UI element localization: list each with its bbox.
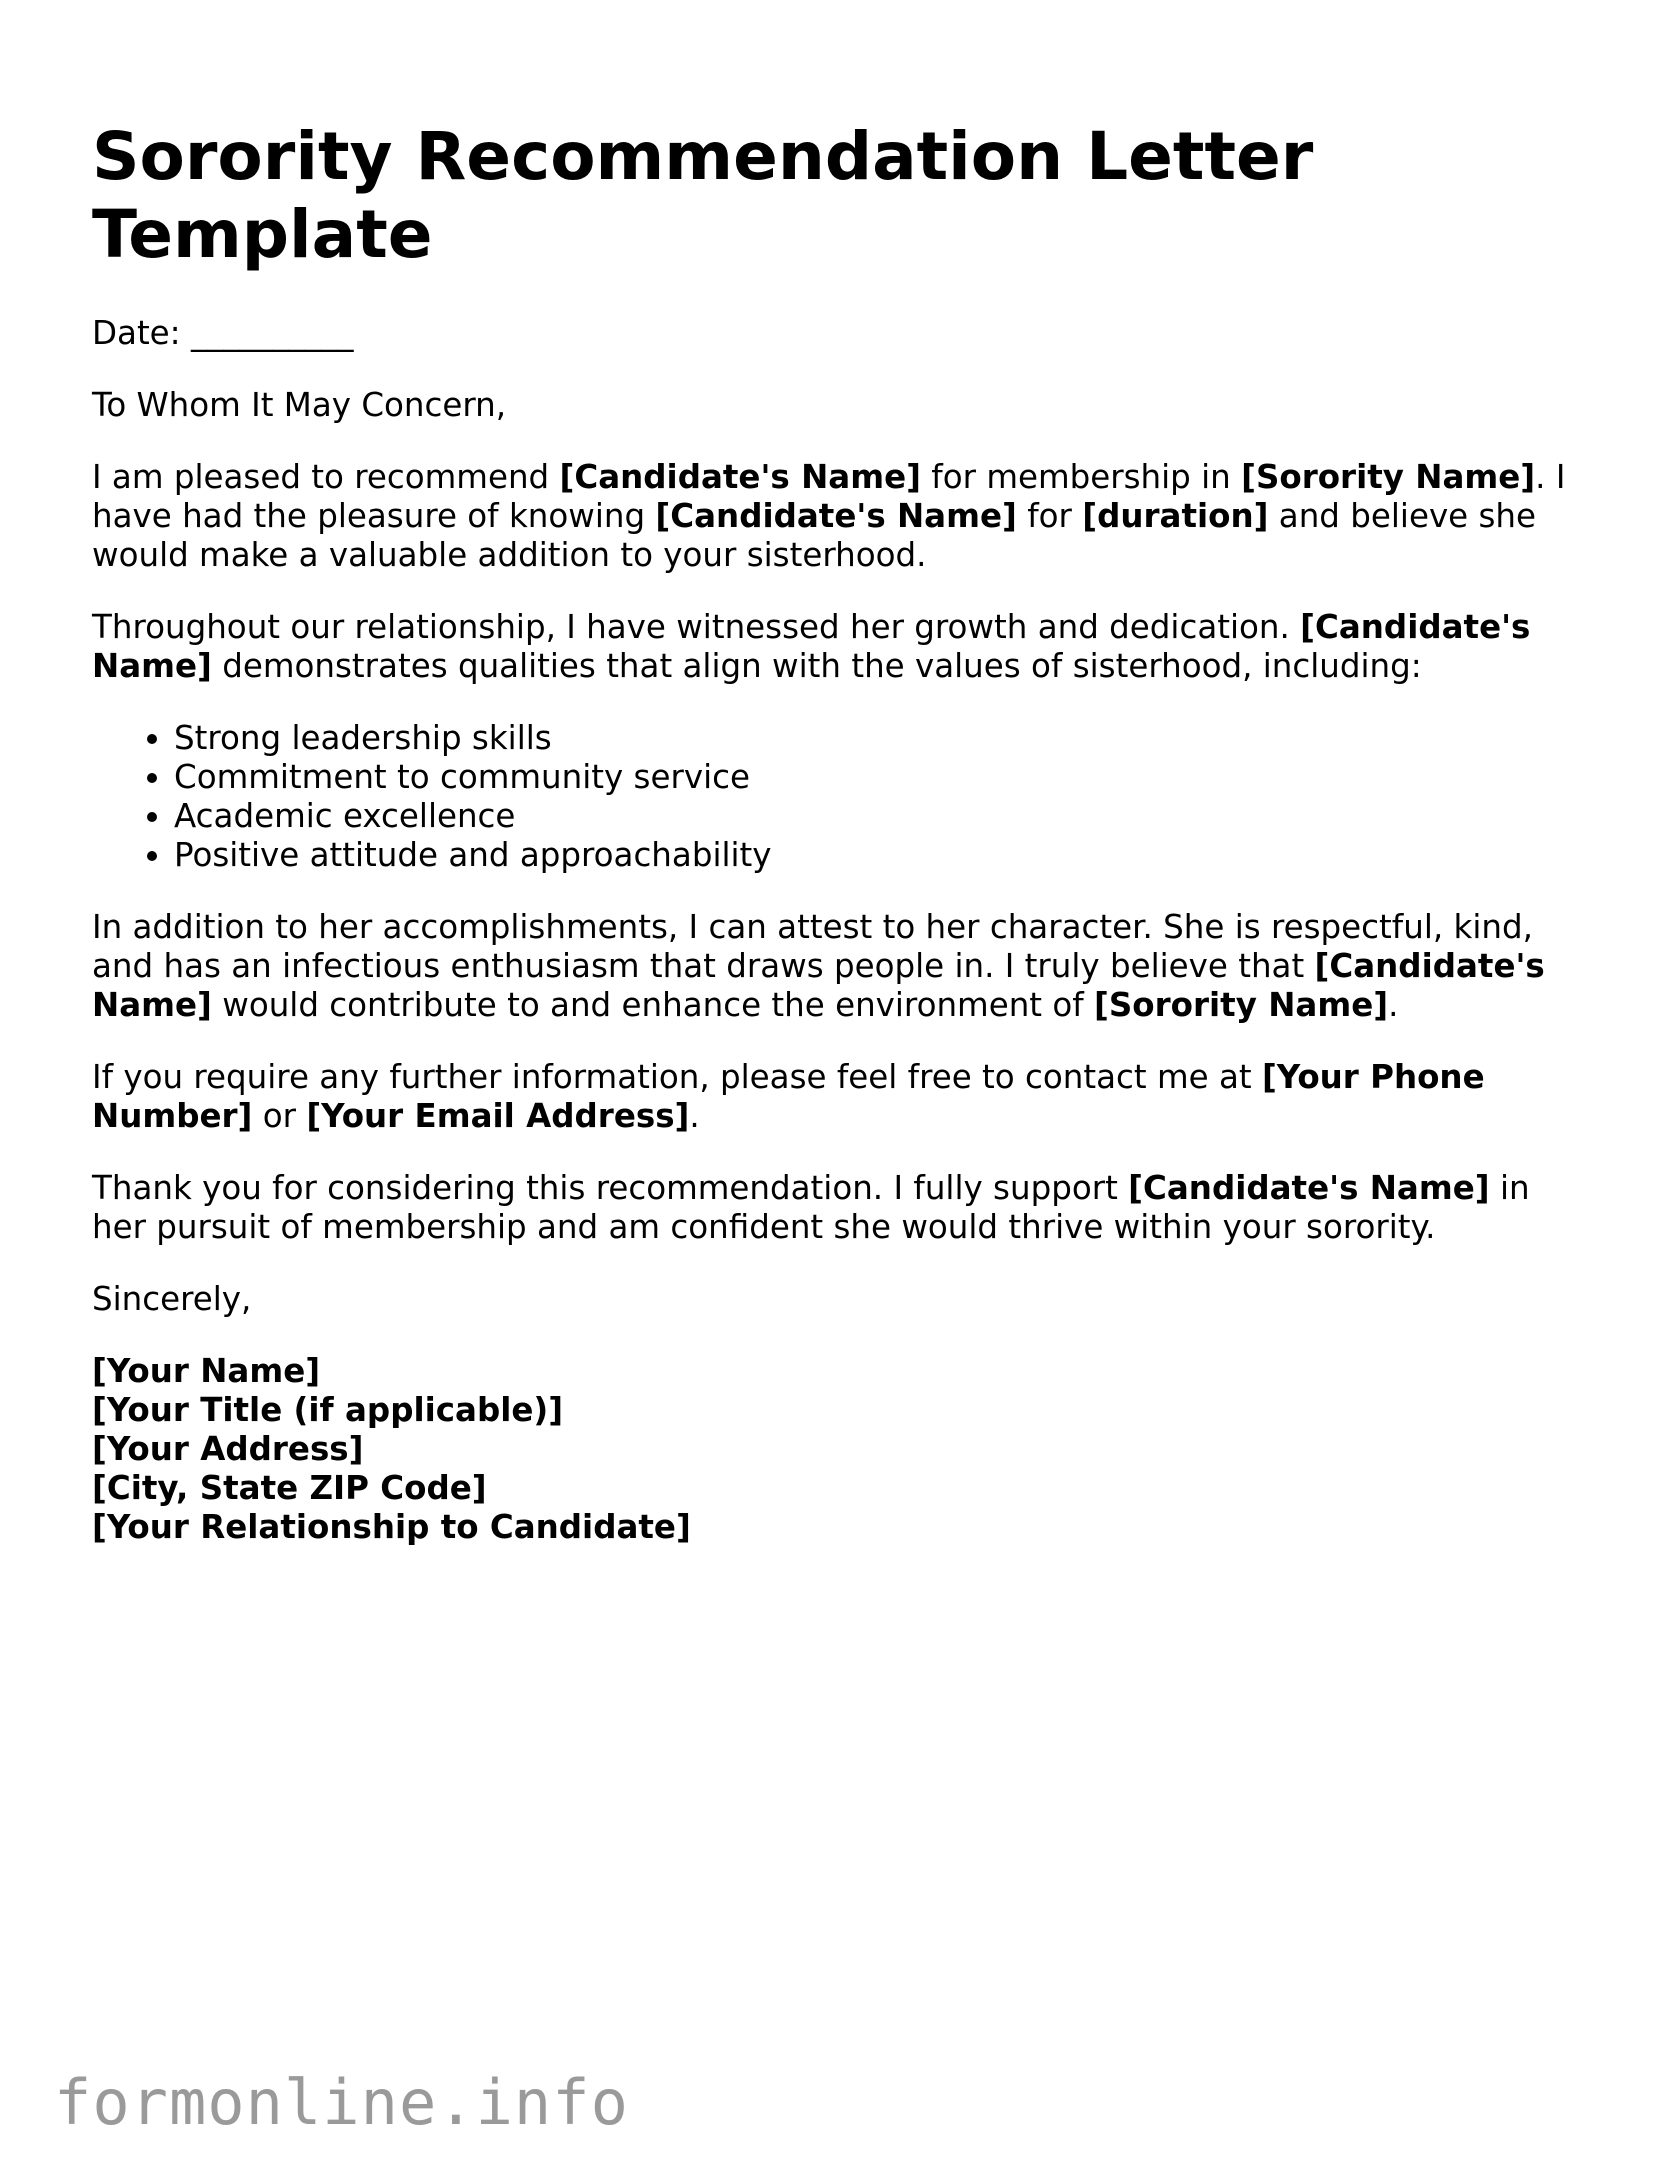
paragraph-text: If you require any further information, please feel free to contact me at — [92, 1058, 1262, 1096]
paragraph-text: and believe she would make a valuable addition to your sisterhood. — [92, 497, 1537, 574]
watermark: formonline.info — [54, 2066, 629, 2139]
signature-name: [Your Name] — [92, 1352, 321, 1390]
paragraph-text: Thank you for considering this recommendation. I fully support — [92, 1169, 1129, 1207]
placeholder-candidate-name: [Candidate's Name] — [92, 608, 1531, 685]
placeholder-phone-number: [Your Phone Number] — [92, 1058, 1485, 1135]
paragraph-text: I am pleased to recommend — [92, 458, 560, 496]
paragraph-thanks — [92, 1169, 1592, 1247]
placeholder-candidate-name: [Candidate's Name] — [1128, 1169, 1490, 1207]
paragraph-text: Throughout our relationship, I have witnessed her growth and dedication. — [92, 608, 1301, 646]
paragraph-text: . I have had the pleasure of knowing — [92, 458, 1566, 535]
list-item: • Academic excellence — [174, 797, 1592, 836]
placeholder-sorority-name: [Sorority Name] — [1094, 986, 1389, 1024]
placeholder-candidate-name: [Candidate's Name] — [655, 497, 1017, 535]
paragraph-text: In addition to her accomplishments, I can attest to her character. She is respectful, kind, and has an infectious enthusiasm that draws people in. I truly believe that — [92, 908, 1533, 985]
list-item: • Commitment to community service — [174, 758, 1592, 797]
signature-relationship: [Your Relationship to Candidate] — [92, 1508, 691, 1546]
signature-block — [92, 1352, 1592, 1547]
paragraph-text: would contribute to and enhance the environment of — [211, 986, 1095, 1024]
placeholder-candidate-name: [Candidate's Name] — [92, 947, 1545, 1024]
page-title: Sorority Recommendation Letter Template — [92, 118, 1314, 273]
letter-document — [92, 118, 1592, 1547]
paragraph-text: in her pursuit of membership and am confident she would thrive within your sorority. — [92, 1169, 1530, 1246]
placeholder-candidate-name: [Candidate's Name] — [559, 458, 921, 496]
paragraph-qualities-intro — [92, 608, 1592, 686]
placeholder-sorority-name: [Sorority Name] — [1241, 458, 1536, 496]
placeholder-email-address: [Your Email Address] — [306, 1097, 690, 1135]
placeholder-duration: [duration] — [1082, 497, 1269, 535]
paragraph-text: demonstrates qualities that align with the values of sisterhood, including: — [211, 647, 1422, 685]
paragraph-text: . — [1388, 986, 1399, 1024]
signature-title: [Your Title (if applicable)] — [92, 1391, 564, 1429]
paragraph-text: for — [1016, 497, 1083, 535]
salutation: To Whom It May Concern, — [92, 386, 507, 424]
closing: Sincerely, — [92, 1280, 252, 1318]
qualities-list — [92, 719, 1592, 875]
signature-city: [City, State ZIP Code] — [92, 1469, 487, 1507]
paragraph-character — [92, 908, 1592, 1025]
paragraph-contact — [92, 1058, 1592, 1136]
paragraph-introduction — [92, 458, 1592, 575]
list-item: • Positive attitude and approachability — [174, 836, 1592, 875]
date-line: Date: __________ — [92, 314, 354, 352]
paragraph-text: or — [252, 1097, 307, 1135]
list-item: • Strong leadership skills — [174, 719, 1592, 758]
paragraph-text: . — [689, 1097, 700, 1135]
signature-address: [Your Address] — [92, 1430, 364, 1468]
paragraph-text: for membership in — [920, 458, 1242, 496]
